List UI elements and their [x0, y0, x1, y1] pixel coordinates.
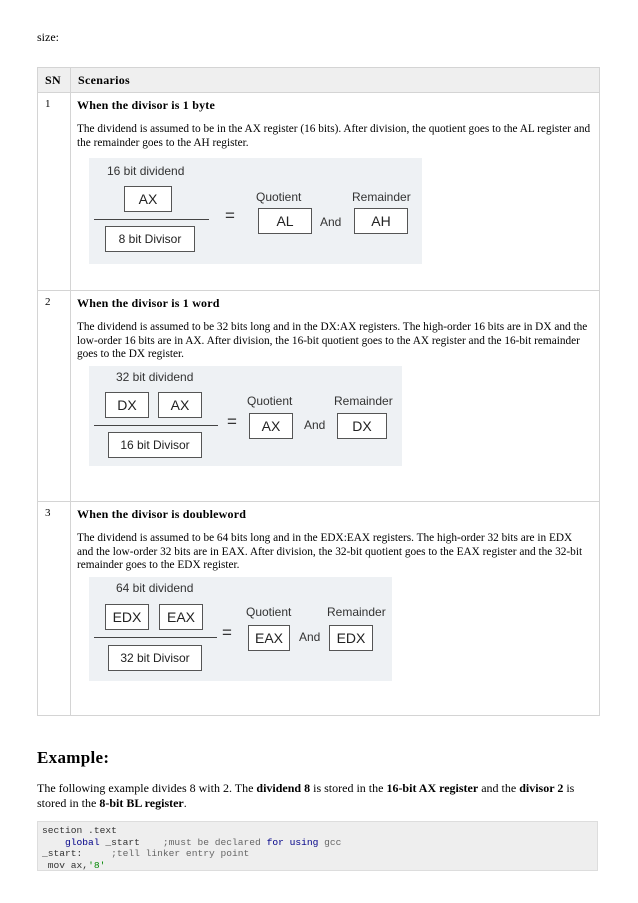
- dividend-register-box: AX: [158, 392, 202, 418]
- row-content: [71, 502, 600, 716]
- dividend-label: 16 bit dividend: [107, 164, 185, 179]
- row-title: When the divisor is 1 byte: [77, 98, 215, 112]
- equals-sign: =: [222, 622, 232, 642]
- code-comment: ;must be declared: [162, 836, 267, 848]
- remainder-label: Remainder: [352, 190, 411, 205]
- row-sn: 1: [38, 93, 71, 291]
- table-row: [38, 93, 600, 291]
- row-description: The dividend is assumed to be 64 bits long and in the EDX:EAX registers. The high-order 32 bits are in EDX and the low-order 32 bits are in EAX. After division, the 32-bit quotient goes to the EAX register and the 32-bit remainder goes to the EDX register.: [77, 532, 583, 572]
- code-line: section .text: [42, 825, 117, 836]
- row-sn: 2: [38, 291, 71, 502]
- size-label: size:: [37, 30, 59, 44]
- remainder-box: AH: [354, 208, 408, 234]
- and-label: And: [320, 215, 342, 230]
- divisor-box: 8 bit Divisor: [105, 226, 195, 252]
- dividend-label: 64 bit dividend: [116, 580, 194, 595]
- row-description: The dividend is assumed to be in the AX register (16 bits). After division, the quotient goes to the AL register and the remainder goes to the AH register.: [77, 123, 591, 149]
- quotient-label: Quotient: [256, 190, 302, 205]
- para-bold: dividend 8: [256, 781, 311, 795]
- quotient-label: Quotient: [246, 604, 292, 619]
- row-title: When the divisor is 1 word: [77, 296, 220, 310]
- code-text: mov ax,: [42, 859, 89, 871]
- para-bold: 8-bit BL register: [99, 796, 184, 810]
- table-row: [38, 291, 600, 502]
- row-content: [71, 93, 600, 291]
- para-bold: 16-bit AX register: [386, 781, 479, 795]
- row-description: The dividend is assumed to be 32 bits long and in the DX:AX registers. The high-order 16 bits are in DX and the low-order 16 bits are in AX. After division, the 16-bit quotient goes to the AX register and the 16-bit remainder goes to the DX register.: [77, 321, 588, 361]
- dividend-register-box: DX: [105, 392, 149, 418]
- division-diagram: [89, 577, 392, 681]
- and-label: And: [299, 629, 321, 644]
- equals-sign: =: [227, 411, 237, 431]
- table-row: [38, 502, 600, 716]
- code-comment: ;tell linker entry point: [111, 848, 250, 859]
- fraction-line: [94, 425, 218, 426]
- fraction-line: [94, 219, 209, 220]
- quotient-box: AL: [258, 208, 312, 234]
- row-title: When the divisor is doubleword: [77, 507, 247, 521]
- para-bold: divisor 2: [519, 781, 564, 795]
- divisor-box: 16 bit Divisor: [108, 432, 202, 458]
- fraction-line: [94, 637, 217, 638]
- para-text: The following example divides 8 with 2. The: [37, 781, 257, 795]
- row-content: [71, 291, 600, 502]
- equals-sign: =: [225, 206, 235, 226]
- row-sn: 3: [38, 502, 71, 716]
- code-comment: gcc: [318, 836, 342, 848]
- code-keyword: global: [65, 836, 100, 848]
- quotient-box: AX: [249, 413, 293, 439]
- divisor-box: 32 bit Divisor: [108, 645, 202, 671]
- example-heading: Example:: [37, 748, 110, 767]
- and-label: And: [304, 417, 326, 432]
- remainder-label: Remainder: [334, 393, 393, 408]
- example-paragraph: [37, 781, 603, 811]
- code-block: [37, 821, 598, 871]
- code-string: '8': [88, 859, 106, 871]
- dividend-register-box: EDX: [105, 604, 149, 630]
- header-sn: SN: [38, 68, 71, 93]
- para-text: is stored in the: [310, 781, 387, 795]
- header-scenarios: Scenarios: [71, 68, 600, 93]
- dividend-register-box: AX: [124, 186, 172, 212]
- remainder-box: DX: [337, 413, 387, 439]
- quotient-label: Quotient: [247, 393, 293, 408]
- table-header-row: [38, 68, 600, 93]
- para-text: .: [183, 796, 187, 810]
- remainder-box: EDX: [329, 625, 373, 651]
- dividend-label: 32 bit dividend: [116, 369, 194, 384]
- para-text: and the: [478, 781, 520, 795]
- division-diagram: [89, 366, 402, 466]
- scenarios-table: [37, 67, 600, 716]
- remainder-label: Remainder: [327, 604, 386, 619]
- para-text: is stored in the: [37, 781, 575, 810]
- division-diagram: [89, 158, 422, 264]
- code-text: _start: [99, 836, 163, 848]
- code-text: _start:: [42, 848, 112, 859]
- code-indent: [42, 837, 65, 848]
- dividend-register-box: EAX: [159, 604, 203, 630]
- quotient-box: EAX: [248, 625, 290, 651]
- code-keyword: for: [266, 836, 284, 848]
- code-keyword: using: [289, 836, 319, 848]
